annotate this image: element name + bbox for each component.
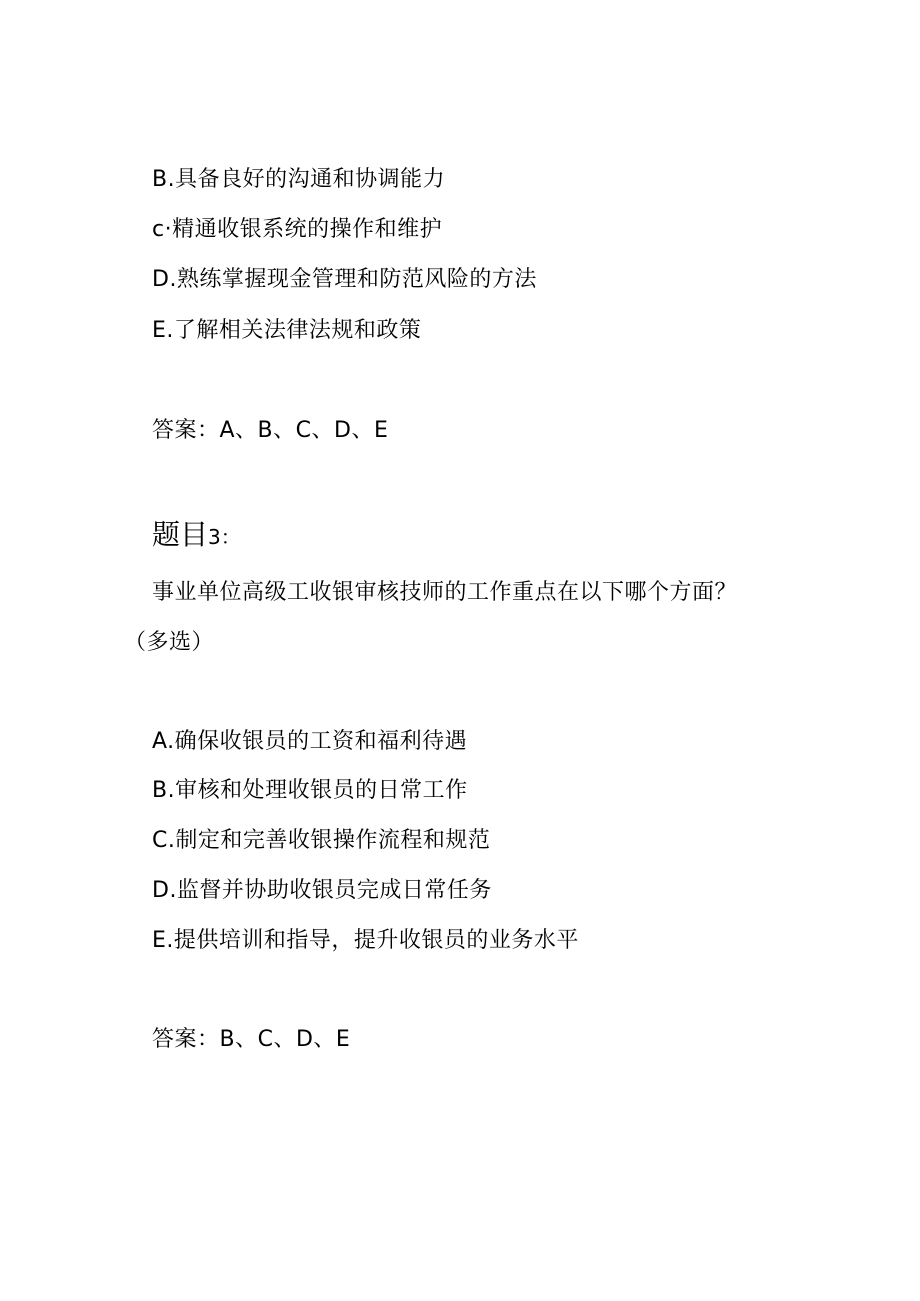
option-b: B.具备良好的沟通和协调能力 xyxy=(152,167,446,192)
question-heading xyxy=(152,517,241,555)
answer-line: 答案：B、C、D、E xyxy=(152,1027,351,1052)
option-e: E.了解相关法律法规和政策 xyxy=(152,318,422,343)
heading-word: 题目 xyxy=(152,518,209,551)
question-text: 事业单位高级工收银审核技师的工作重点在以下哪个方面？ xyxy=(152,580,738,605)
option-d: D.监督并协助收银员完成日常任务 xyxy=(152,878,492,903)
option-a: A.确保收银员的工资和福利待遇 xyxy=(152,729,468,754)
option-d: D.熟练掌握现金管理和防范风险的方法 xyxy=(152,267,537,292)
question-multi-note: （多选） xyxy=(124,630,215,655)
option-c: c·精通收银系统的操作和维护 xyxy=(152,217,443,242)
heading-number: 3： xyxy=(208,525,241,549)
option-c: C.制定和完善收银操作流程和规范 xyxy=(152,828,491,853)
option-e: E.提供培训和指导，提升收银员的业务水平 xyxy=(152,928,579,953)
answer-line: 答案：A、B、C、D、E xyxy=(152,418,389,443)
option-b: B.审核和处理收银员的日常工作 xyxy=(152,778,468,803)
